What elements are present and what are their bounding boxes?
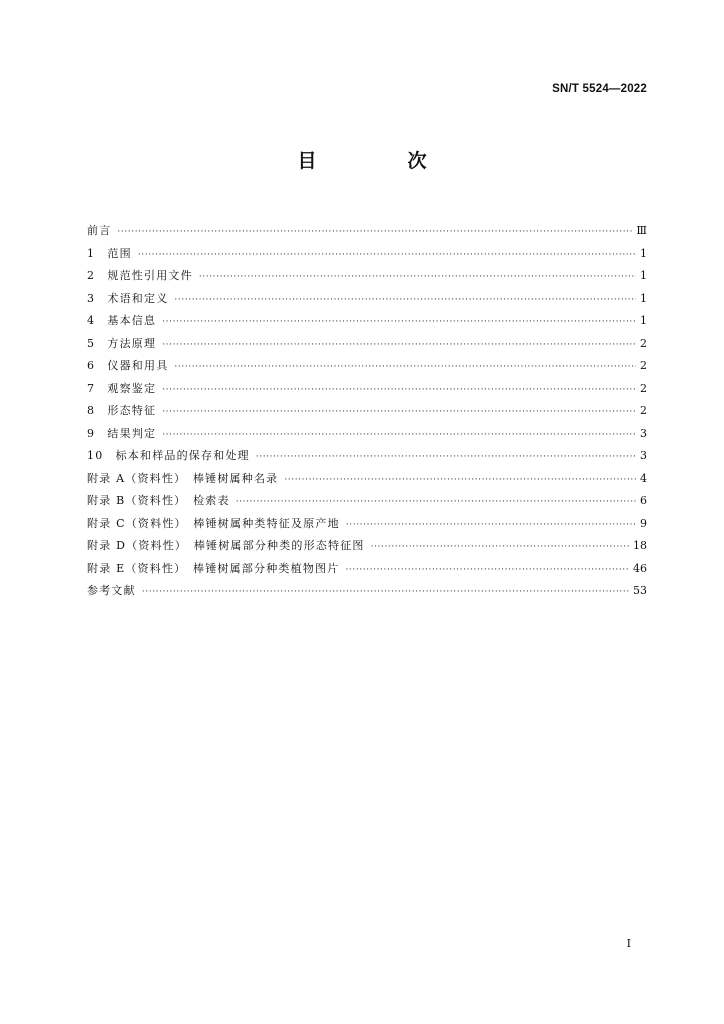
toc-entry-label: 6 仪器和用具 — [87, 359, 169, 372]
toc-entry-page: 18 — [633, 539, 647, 552]
standard-code: SN/T 5524—2022 — [552, 83, 647, 95]
toc-entry-1[interactable] — [87, 245, 647, 268]
toc-entry-label: 9 结果判定 — [87, 426, 157, 440]
toc-leader-dots — [236, 497, 636, 507]
toc-entry-label: 5 方法原理 — [87, 336, 157, 350]
toc-entry-label: 附录 B（资料性） 检索表 — [87, 494, 230, 507]
toc-entry-2[interactable] — [87, 267, 647, 290]
toc-entry-page: 1 — [640, 246, 647, 260]
toc-entry-page: 1 — [640, 269, 647, 282]
toc-entry-appendix-e[interactable] — [87, 560, 647, 583]
toc-entry-label: 参考文献 — [87, 584, 136, 597]
toc-entry-page: 2 — [640, 404, 647, 417]
toc-entry-label: 4 基本信息 — [87, 314, 157, 327]
toc-entry-label: 3 术语和定义 — [87, 291, 169, 305]
toc-entry-7[interactable] — [87, 380, 647, 403]
toc-leader-dots — [174, 362, 636, 372]
toc-entry-page: 1 — [640, 291, 647, 305]
toc-leader-dots — [284, 475, 636, 485]
toc-entry-label: 8 形态特征 — [87, 404, 157, 417]
toc-entry-references[interactable] — [87, 582, 647, 605]
toc-entry-label: 附录 A（资料性） 棒锤树属种名录 — [87, 471, 279, 485]
toc-entry-4[interactable] — [87, 312, 647, 335]
toc-entry-foreword[interactable] — [87, 222, 647, 245]
toc-entry-label: 10 标本和样品的保存和处理 — [87, 449, 250, 462]
toc-entry-page: 1 — [640, 314, 647, 327]
table-of-contents — [87, 222, 647, 605]
toc-leader-dots — [162, 385, 636, 395]
toc-entry-page: 53 — [633, 584, 647, 597]
toc-entry-label: 1 范围 — [87, 246, 132, 260]
toc-leader-dots — [162, 407, 636, 417]
toc-entry-page: 6 — [640, 494, 647, 507]
toc-entry-page: Ⅲ — [636, 224, 647, 237]
toc-entry-9[interactable] — [87, 425, 647, 448]
toc-entry-8[interactable] — [87, 402, 647, 425]
toc-entry-page: 3 — [640, 426, 647, 440]
toc-entry-3[interactable] — [87, 290, 647, 313]
toc-leader-dots — [371, 542, 630, 552]
toc-leader-dots — [142, 587, 630, 597]
toc-leader-dots — [199, 272, 636, 282]
toc-leader-dots — [346, 520, 636, 530]
toc-entry-label: 附录 D（资料性） 棒锤树属部分种类的形态特征图 — [87, 539, 365, 552]
toc-entry-label: 前言 — [87, 224, 112, 237]
toc-entry-page: 46 — [633, 561, 647, 575]
toc-leader-dots — [345, 565, 630, 575]
toc-entry-6[interactable] — [87, 357, 647, 380]
toc-entry-10[interactable] — [87, 447, 647, 470]
page-number: I — [626, 937, 631, 950]
toc-entry-page: 2 — [640, 336, 647, 350]
toc-leader-dots — [256, 452, 636, 462]
toc-leader-dots — [162, 340, 636, 350]
toc-leader-dots — [174, 295, 636, 305]
toc-leader-dots — [138, 250, 636, 260]
toc-entry-label: 2 规范性引用文件 — [87, 269, 193, 282]
toc-entry-label: 附录 E（资料性） 棒锤树属部分种类植物图片 — [87, 561, 340, 575]
toc-leader-dots — [117, 227, 633, 237]
toc-entry-page: 2 — [640, 359, 647, 372]
toc-leader-dots — [162, 430, 636, 440]
toc-entry-label: 7 观察鉴定 — [87, 381, 157, 395]
toc-entry-appendix-d[interactable] — [87, 537, 647, 560]
toc-entry-appendix-a[interactable] — [87, 470, 647, 493]
toc-entry-5[interactable] — [87, 335, 647, 358]
page-title: 目 次 — [297, 150, 463, 172]
toc-entry-page: 2 — [640, 381, 647, 395]
toc-entry-appendix-c[interactable] — [87, 515, 647, 538]
toc-entry-appendix-b[interactable] — [87, 492, 647, 515]
toc-entry-page: 3 — [640, 449, 647, 462]
toc-leader-dots — [162, 317, 636, 327]
toc-entry-page: 9 — [640, 516, 647, 530]
toc-entry-label: 附录 C（资料性） 棒锤树属种类特征及原产地 — [87, 516, 340, 530]
toc-entry-page: 4 — [640, 471, 647, 485]
